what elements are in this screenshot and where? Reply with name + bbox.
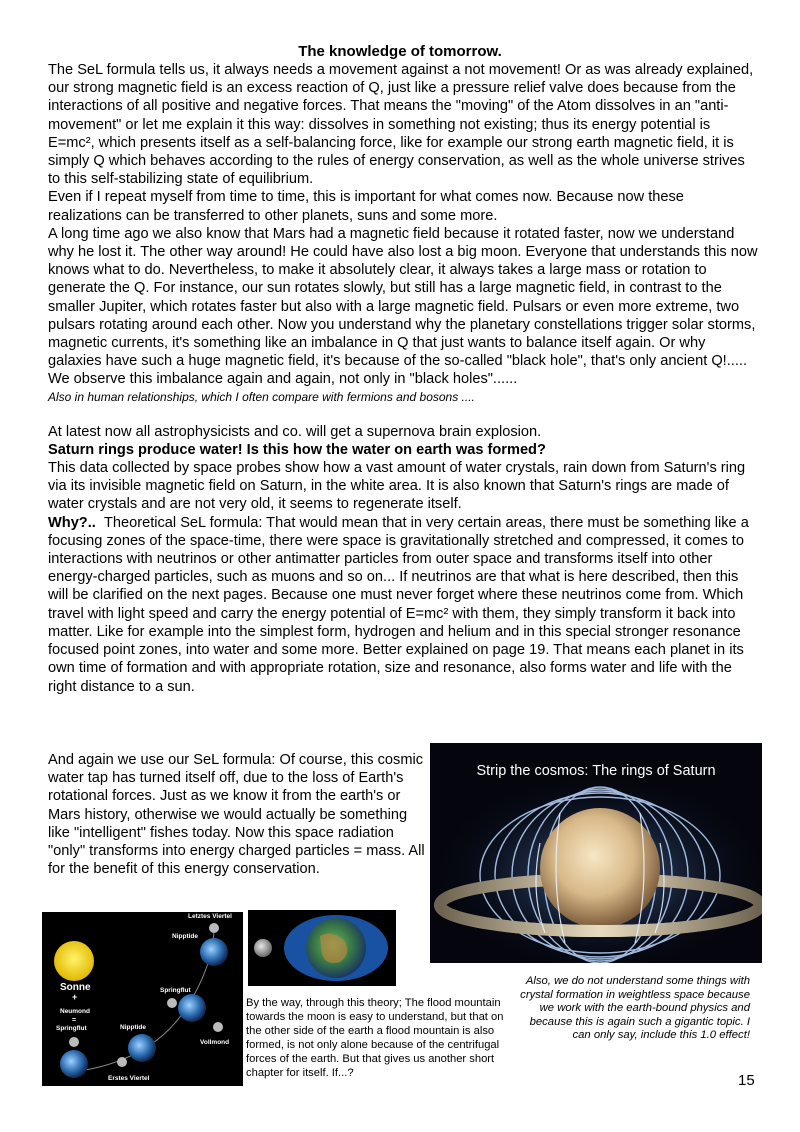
- page-number: 15: [738, 1072, 755, 1089]
- section-heading: Saturn rings produce water! Is this how the water on earth was formed?: [48, 441, 546, 458]
- paragraph: This data collected by space probes show how a vast amount of water crystals, rain down from Saturn's ring via its invisible magnetic field on Saturn, in the white area. It is also known that Saturn's rings are made of water crystals and are not very old, it seems to regenerate itself.: [48, 460, 746, 513]
- paragraph: A long time ago we also know that Mars had a magnetic field because it rotated faster, now we understand why he lost it. The other way around! He could have also lost a big moon. Everyone that understands this now knows what to do. Nevertheless, to make it absolutely clear, it always takes a large mass or rotation to generate the Q. For instance, our sun rotates slowly, but still has a large magnetic field, in contrast to the smaller Jupiter, which rotates faster but also with a large magnetic field. Pulsars or even more extreme, two pulsars rotating around each other. Now you understand why the planetary constellations trigger solar storms, magnetic currents, it's something like an imbalance in Q that just wants to balance itself again. Or why galaxies have such a huge magnetic field, it's because of the so-called "black hole", that's only ancient Q!.....: [48, 225, 758, 370]
- earth-icon: [178, 994, 206, 1022]
- earth-icon: [60, 1050, 88, 1078]
- tides-label: Sonne: [60, 982, 91, 993]
- why-text: Theoretical SeL formula: That would mean that in very certain areas, there must be something like a focusing zones of the space-time, there were space is gravitationally stretched and compressed, it comes to interactions with neutrinos or other antimatter particles from outer space and transforms itself into other energy-charged particles, such as muons and so on... If neutrinos are that what is here described, then this will be clarified on the next pages. Because one must never forget where these neutrinos come from. Which travel with light speed and carry the energy potential of E=mc² with them, they simply transform it back into matter. Like for example into the simplest form, hydrogen and helium and in this special stronger resonance focused point zones, into water and some more. Better explained on page 19. That means each planet in its own time of formation and with appropriate rotation, size and resonance, also forms water and life with the right distance to a sun.: [48, 514, 749, 695]
- moon-icon: [254, 939, 272, 957]
- page-title: The knowledge of tomorrow.: [298, 43, 502, 60]
- flood-caption: By the way, through this theory; The flood mountain towards the moon is easy to understand, but that on the other side of the earth a flood mountain is also formed, is not only alone because of the centrifugal forces of the earth. But that gives us another short chapter for itself. If...?: [246, 997, 504, 1079]
- supernova-line: At latest now all astrophysicists and co. will get a supernova brain explosion.: [48, 423, 542, 440]
- tides-label: =: [72, 1017, 77, 1024]
- paragraph: The SeL formula tells us, it always needs a movement against a not movement! Or as was already explained, our strong magnetic field is an excess reaction of Q, just like a pressure relief valve does because from the interactions of all positive and negative forces. That means the "moving" of the Atom dissolves in an "anti-movement" or let me explain it this way: dissolves in something not existing; thus its energy potential is E=mc², which presents itself as a self-balancing force, like for example our strong earth magnetic field, it is simply Q which behaves according to the rules of energy conservation, as well as the whole universe strives to this self-stabilizing state of equilibrium.: [48, 62, 754, 188]
- tides-label: Erstes Viertel: [108, 1075, 150, 1082]
- italic-note: Also in human relationships, which I often compare with fermions and bosons ....: [48, 389, 475, 404]
- tides-label: Nipptide: [172, 933, 198, 940]
- saturn-image-title: Strip the cosmos: The rings of Saturn: [476, 763, 716, 779]
- tides-label: Springflut: [56, 1025, 87, 1032]
- tides-label: Neumond: [60, 1008, 90, 1015]
- saturn-caption: Also, we do not understand some things with crystal formation in weightless space because we work with the earth-bound physics and because this is again such a gigantic topic. I can only say, include this 1.0 effect!: [520, 975, 750, 1042]
- tides-label: Vollmond: [200, 1039, 230, 1046]
- tides-label: Springflut: [160, 987, 191, 994]
- paragraph: We observe this imbalance again and again, not only in "black holes"......: [48, 371, 518, 388]
- tides-illustration: [42, 912, 243, 1086]
- tides-label: Nipptide: [120, 1024, 146, 1031]
- paragraph: [48, 514, 758, 696]
- tides-label: Letztes Viertel: [188, 913, 232, 920]
- main-text-block: [48, 61, 758, 696]
- paragraph: Even if I repeat myself from time to time, this is important for what comes now. Because now these realizations can be transferred to other planets, suns and some more.: [48, 189, 684, 224]
- tides-diagram: [42, 912, 243, 1086]
- tides-label: +: [72, 992, 78, 1002]
- earth-icon: [200, 938, 228, 966]
- water-tap-paragraph: And again we use our SeL formula: Of course, this cosmic water tap has turned itself off, due to the loss of Earth's rotational forces. Just as we know it from the earth's or Mars history, otherwise we would actually be something like "intelligent" fishes today. Now this space radiation "only" transforms into energy charged particles = mass. All for the benefit of this energy conservation.: [48, 752, 425, 878]
- earth-icon: [128, 1034, 156, 1062]
- saturn-image: [430, 743, 762, 963]
- why-label: Why?..: [48, 514, 96, 531]
- earth-moon-image: [248, 910, 396, 986]
- earth-moon-illustration: [248, 910, 396, 986]
- sun-icon: [54, 941, 94, 981]
